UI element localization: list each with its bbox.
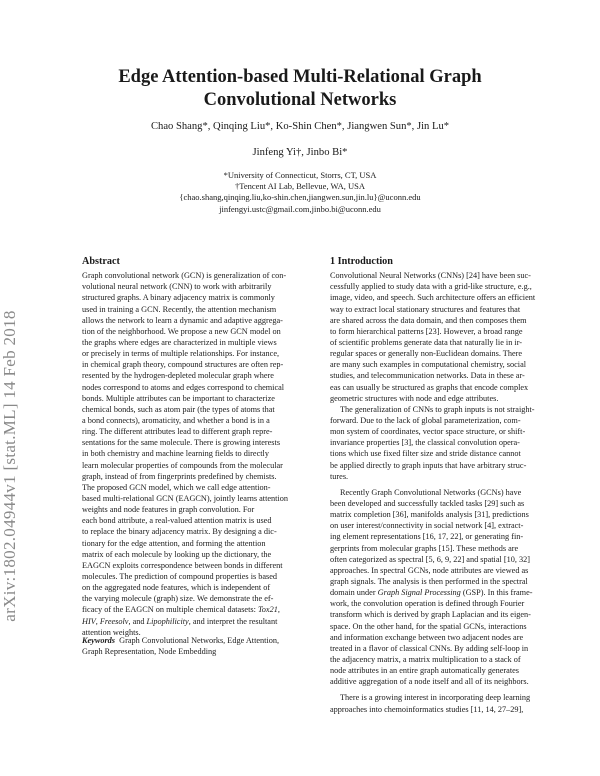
text-line — [330, 531, 564, 542]
abstract-text: sentations for the same molecule. There is growing interests — [82, 438, 281, 448]
intro-text: treated in a flavor of classical CNNs. By adding self-loop in — [330, 643, 529, 653]
intro-paragraph-3 — [330, 487, 564, 688]
abstract-text: resented by the hydrogen-depleted molecular graph where — [82, 371, 274, 381]
abstract-line — [82, 448, 314, 459]
affiliation-line: *University of Connecticut, Storrs, CT, USA — [223, 170, 377, 180]
abstract-text: in both chemistry and machine learning fields to directly — [82, 449, 269, 459]
abstract-heading: Abstract — [82, 256, 120, 267]
abstract-line — [82, 292, 314, 303]
intro-text: and information exchange between two adjacent nodes are — [330, 632, 524, 642]
intro-text: (GSP). In this frame- — [460, 588, 533, 598]
text-line: approaches into chemoinformatics studies [11, 14, 27–29], — [330, 704, 524, 714]
abstract-line — [82, 526, 314, 537]
text-line — [330, 576, 564, 587]
intro-text: approaches. In spectral GCNs, node attributes are viewed as — [330, 565, 529, 575]
abstract-text: chemical bonds, such as atom pair (the types of atoms that — [82, 404, 275, 414]
text-line: Convolutional Neural Networks (CNNs) [24] have been suc- — [330, 271, 531, 281]
introduction-heading: 1 Introduction — [330, 256, 393, 267]
title-line: Convolutional Networks — [203, 90, 397, 110]
abstract-text: learn molecular properties of compounds from the molecular — [82, 460, 283, 470]
text-line: are many such examples in computational chemistry, social — [330, 360, 527, 370]
intro-text: work, the convolution operation is defined through Fourier — [330, 599, 525, 609]
dataset-name: Tox21 — [257, 605, 278, 615]
text-line: are shared across the data domain, and then composes them — [330, 315, 527, 325]
abstract-text: , and interpret the resultant — [188, 616, 278, 626]
intro-text: been developed and successfully tackled tasks [29] such as — [330, 498, 525, 508]
abstract-line — [82, 549, 314, 560]
affiliations — [60, 170, 540, 215]
abstract-line — [82, 504, 314, 515]
abstract-text: each bond attribute, a real-valued attention matrix is used — [82, 516, 272, 526]
abstract-text: graph, instead of from fingerprints predefined by chemists. — [82, 471, 277, 481]
keywords — [82, 635, 314, 657]
abstract-text: the graphs where edges are characterized in multiple views — [82, 338, 277, 347]
intro-paragraph-2 — [330, 404, 564, 482]
text-line: regular spaces or generally non-Euclidean domains. There — [330, 349, 523, 359]
text-line: to form hierarchical patterns [23]. However, a broad range — [330, 326, 523, 336]
dataset-name: HIV — [82, 616, 96, 626]
intro-paragraph-1 — [330, 270, 564, 404]
abstract-line — [82, 326, 314, 337]
abstract-line — [82, 270, 314, 281]
text-line — [330, 632, 564, 643]
abstract-line — [82, 482, 314, 493]
abstract-line — [82, 382, 314, 393]
abstract-line — [82, 560, 314, 571]
text-line — [330, 621, 564, 632]
abstract-line — [82, 437, 314, 448]
abstract-line: ficacy of the EAGCN on multiple chemical datasets: Tox21, — [82, 605, 280, 615]
text-line: way to extract local stationary structures and features that — [330, 304, 521, 314]
intro-text: on user interest/connectivity in social network [4], extract- — [330, 521, 524, 531]
gsp-term: Graph Signal Processing — [377, 588, 461, 598]
abstract-text: The proposed GCN model, which we call edge attention- — [82, 482, 271, 492]
intro-text: often categorized as spectral [5, 6, 9, 22] and spatial [10, 32] — [330, 554, 530, 564]
intro-paragraph-4 — [330, 692, 564, 714]
abstract-text: a bond connects), aromaticity, and whether a bond is in a — [82, 415, 270, 425]
abstract-line: HIV, Freesolv, and Lipophilicity, and interpret the resultant — [82, 616, 278, 626]
text-line — [330, 498, 564, 509]
abstract-text: molecules. The prediction of compound properties is based — [82, 571, 278, 581]
abstract-line — [82, 348, 314, 359]
text-line: cessfully applied to study data with a grid-like structure, e.g., — [330, 282, 532, 292]
text-line — [330, 676, 564, 687]
text-line — [330, 509, 564, 520]
title-line: Edge Attention-based Multi-Relational Graph — [118, 67, 482, 87]
keywords-line — [82, 635, 314, 646]
intro-text: gerprints from molecular graphs [15]. These methods are — [330, 543, 519, 553]
intro-text: graph signals. The analysis is then performed in the spectral — [330, 576, 528, 586]
authors-line: Jinfeng Yi†, Jinbo Bi* — [252, 147, 348, 158]
text-line — [330, 609, 564, 620]
abstract-line — [82, 471, 314, 482]
intro-text: the adjacency matrix, a matrix multiplication to a stack of — [330, 654, 521, 664]
abstract-text: ring. The different attributes lead to different graph repre- — [82, 427, 273, 437]
abstract-line — [82, 404, 314, 415]
abstract-line: attention weights. — [82, 627, 141, 637]
text-line: invariance properties [3], the classical convolution opera- — [330, 438, 520, 448]
text-line — [330, 643, 564, 654]
abstract-line — [82, 426, 314, 437]
intro-text: additive aggregation of a node itself and all of its neighbors. — [330, 677, 529, 687]
text-line: There is a growing interest in incorporating deep learning — [340, 693, 531, 703]
text-line — [330, 520, 564, 531]
abstract-line — [82, 415, 314, 426]
intro-text: node attributes in an entire graph automatically generates — [330, 666, 519, 676]
text-line: image, video, and speech. Such architecture offers an efficient — [330, 293, 536, 303]
abstract-line — [82, 304, 314, 315]
abstract-text: based multi-relational GCN (EAGCN), jointly learns attention — [82, 493, 288, 503]
text-line — [330, 665, 564, 676]
abstract-text: the varying molecule (graph) size. We demonstrate the ef- — [82, 594, 274, 604]
text-line: tions which use fixed filter size and stride distance cannot — [330, 449, 521, 459]
text-line — [330, 587, 564, 598]
abstract-text: in chemical graph theory, compound structures are often rep- — [82, 360, 284, 370]
text-line: forward. Due to the lack of global parameterization, com- — [330, 415, 521, 425]
text-line — [330, 654, 564, 665]
abstract-text: matrix of each molecule by looking up the dictionary, the — [82, 549, 272, 559]
abstract-line — [82, 281, 314, 292]
text-line: The generalization of CNNs to graph inputs is not straight- — [340, 404, 535, 414]
keywords-label: Keywords — [82, 636, 115, 645]
abstract-line — [82, 582, 314, 593]
text-line: studies, and telecommunication networks. Data in these ar- — [330, 371, 525, 381]
abstract-text: volutional neural network (CNN) to work with arbitrarily — [82, 282, 272, 292]
keywords-text: Graph Convolutional Networks, Edge Attention, — [119, 636, 280, 645]
intro-text: space. On the other hand, for the spatial GCNs, interactions — [330, 621, 527, 631]
intro-text: ing element representations [16, 17, 22], or generating fin- — [330, 532, 524, 542]
abstract-line — [82, 571, 314, 582]
affiliation-line: †Tencent AI Lab, Bellevue, WA, USA — [234, 181, 366, 192]
abstract-text: tion of the neighborhood. We propose a new GCN model on — [82, 326, 281, 336]
keywords-line: Graph Representation, Node Embedding — [82, 647, 217, 657]
abstract-body — [82, 270, 314, 615]
abstract-text: bonds. Multiple attributes can be important to characterize — [82, 393, 275, 403]
paper-title — [60, 66, 540, 112]
abstract-line — [82, 359, 314, 370]
affiliation-line: jinfengyi.ustc@gmail.com,jinbo.bi@uconn.edu — [219, 203, 381, 214]
abstract-text: used in training a GCN. Recently, the attention mechanism — [82, 304, 277, 314]
abstract-line — [82, 370, 314, 381]
dataset-name: Freesolv — [99, 616, 129, 626]
intro-text: Recently Graph Convolutional Networks (GCNs) have — [340, 487, 522, 497]
intro-text: transform which is derived by graph Laplacian and its eigen- — [330, 610, 531, 620]
text-line: mon system of coordinates, vector space structure, or shift- — [330, 427, 526, 437]
text-line: eas can usually be structured as graphs that encode complex — [330, 382, 529, 392]
abstract-text: structured graphs. A binary adjacency matrix is commonly — [82, 293, 275, 303]
text-line — [330, 565, 564, 576]
intro-text: matrix completion [36], manifolds analysis [31], predictions — [330, 510, 529, 520]
abstract-line — [82, 460, 314, 471]
text-line — [330, 554, 564, 565]
abstract-line — [82, 393, 314, 404]
text-line: tures. — [330, 471, 349, 481]
abstract-text: or precisely in terms of multiple relationships. For instance, — [82, 349, 280, 359]
abstract-text: ficacy of the EAGCN on multiple chemical datasets: — [82, 605, 258, 615]
authors-line: Chao Shang*, Qinqing Liu*, Ko-Shin Chen*, Jiangwen Sun*, Jin Lu* — [150, 121, 450, 132]
text-line: of scientific problems generate data that naturally lie in ir- — [330, 338, 523, 347]
abstract-text: on the aggregated node features, which is independent of — [82, 583, 271, 593]
abstract-line — [82, 493, 314, 504]
dataset-name: Lipophilicity — [146, 616, 189, 626]
abstract-text: tionary for the edge attention, and forming the attention — [82, 538, 266, 548]
text-line — [330, 543, 564, 554]
abstract-text: to replace the binary adjacency matrix. By designing a dic- — [82, 527, 277, 537]
intro-text: domain under — [330, 588, 378, 598]
abstract-line — [82, 515, 314, 526]
abstract-text: allows the network to learn a dynamic and adaptive aggrega- — [82, 315, 283, 325]
affiliation-line: {chao.shang,qinqing.liu,ko-shin.chen,jiangwen.sun,jin.lu}@uconn.edu — [179, 192, 421, 203]
text-line: geometric structures with node and edge attributes. — [330, 393, 499, 403]
abstract-text: EAGCN exploits correspondence between bonds in different — [82, 560, 283, 570]
abstract-line — [82, 593, 314, 604]
abstract-text: Graph convolutional network (GCN) is generalization of con- — [82, 271, 287, 281]
text-line: be applied directly to graph inputs that have arbitrary struc- — [330, 460, 527, 470]
abstract-section — [82, 256, 314, 638]
abstract-text: nodes correspond to atoms and edges correspond to chemical — [82, 382, 285, 392]
text-line — [330, 487, 564, 498]
abstract-line — [82, 315, 314, 326]
abstract-text: weights and node features in graph convolution. For — [82, 505, 255, 515]
arxiv-stamp: arXiv:1802.04944v1 [stat.ML] 14 Feb 2018 — [0, 310, 19, 622]
introduction-section — [330, 256, 564, 715]
abstract-line — [82, 538, 314, 549]
text-line — [330, 598, 564, 609]
abstract-line — [82, 337, 314, 348]
